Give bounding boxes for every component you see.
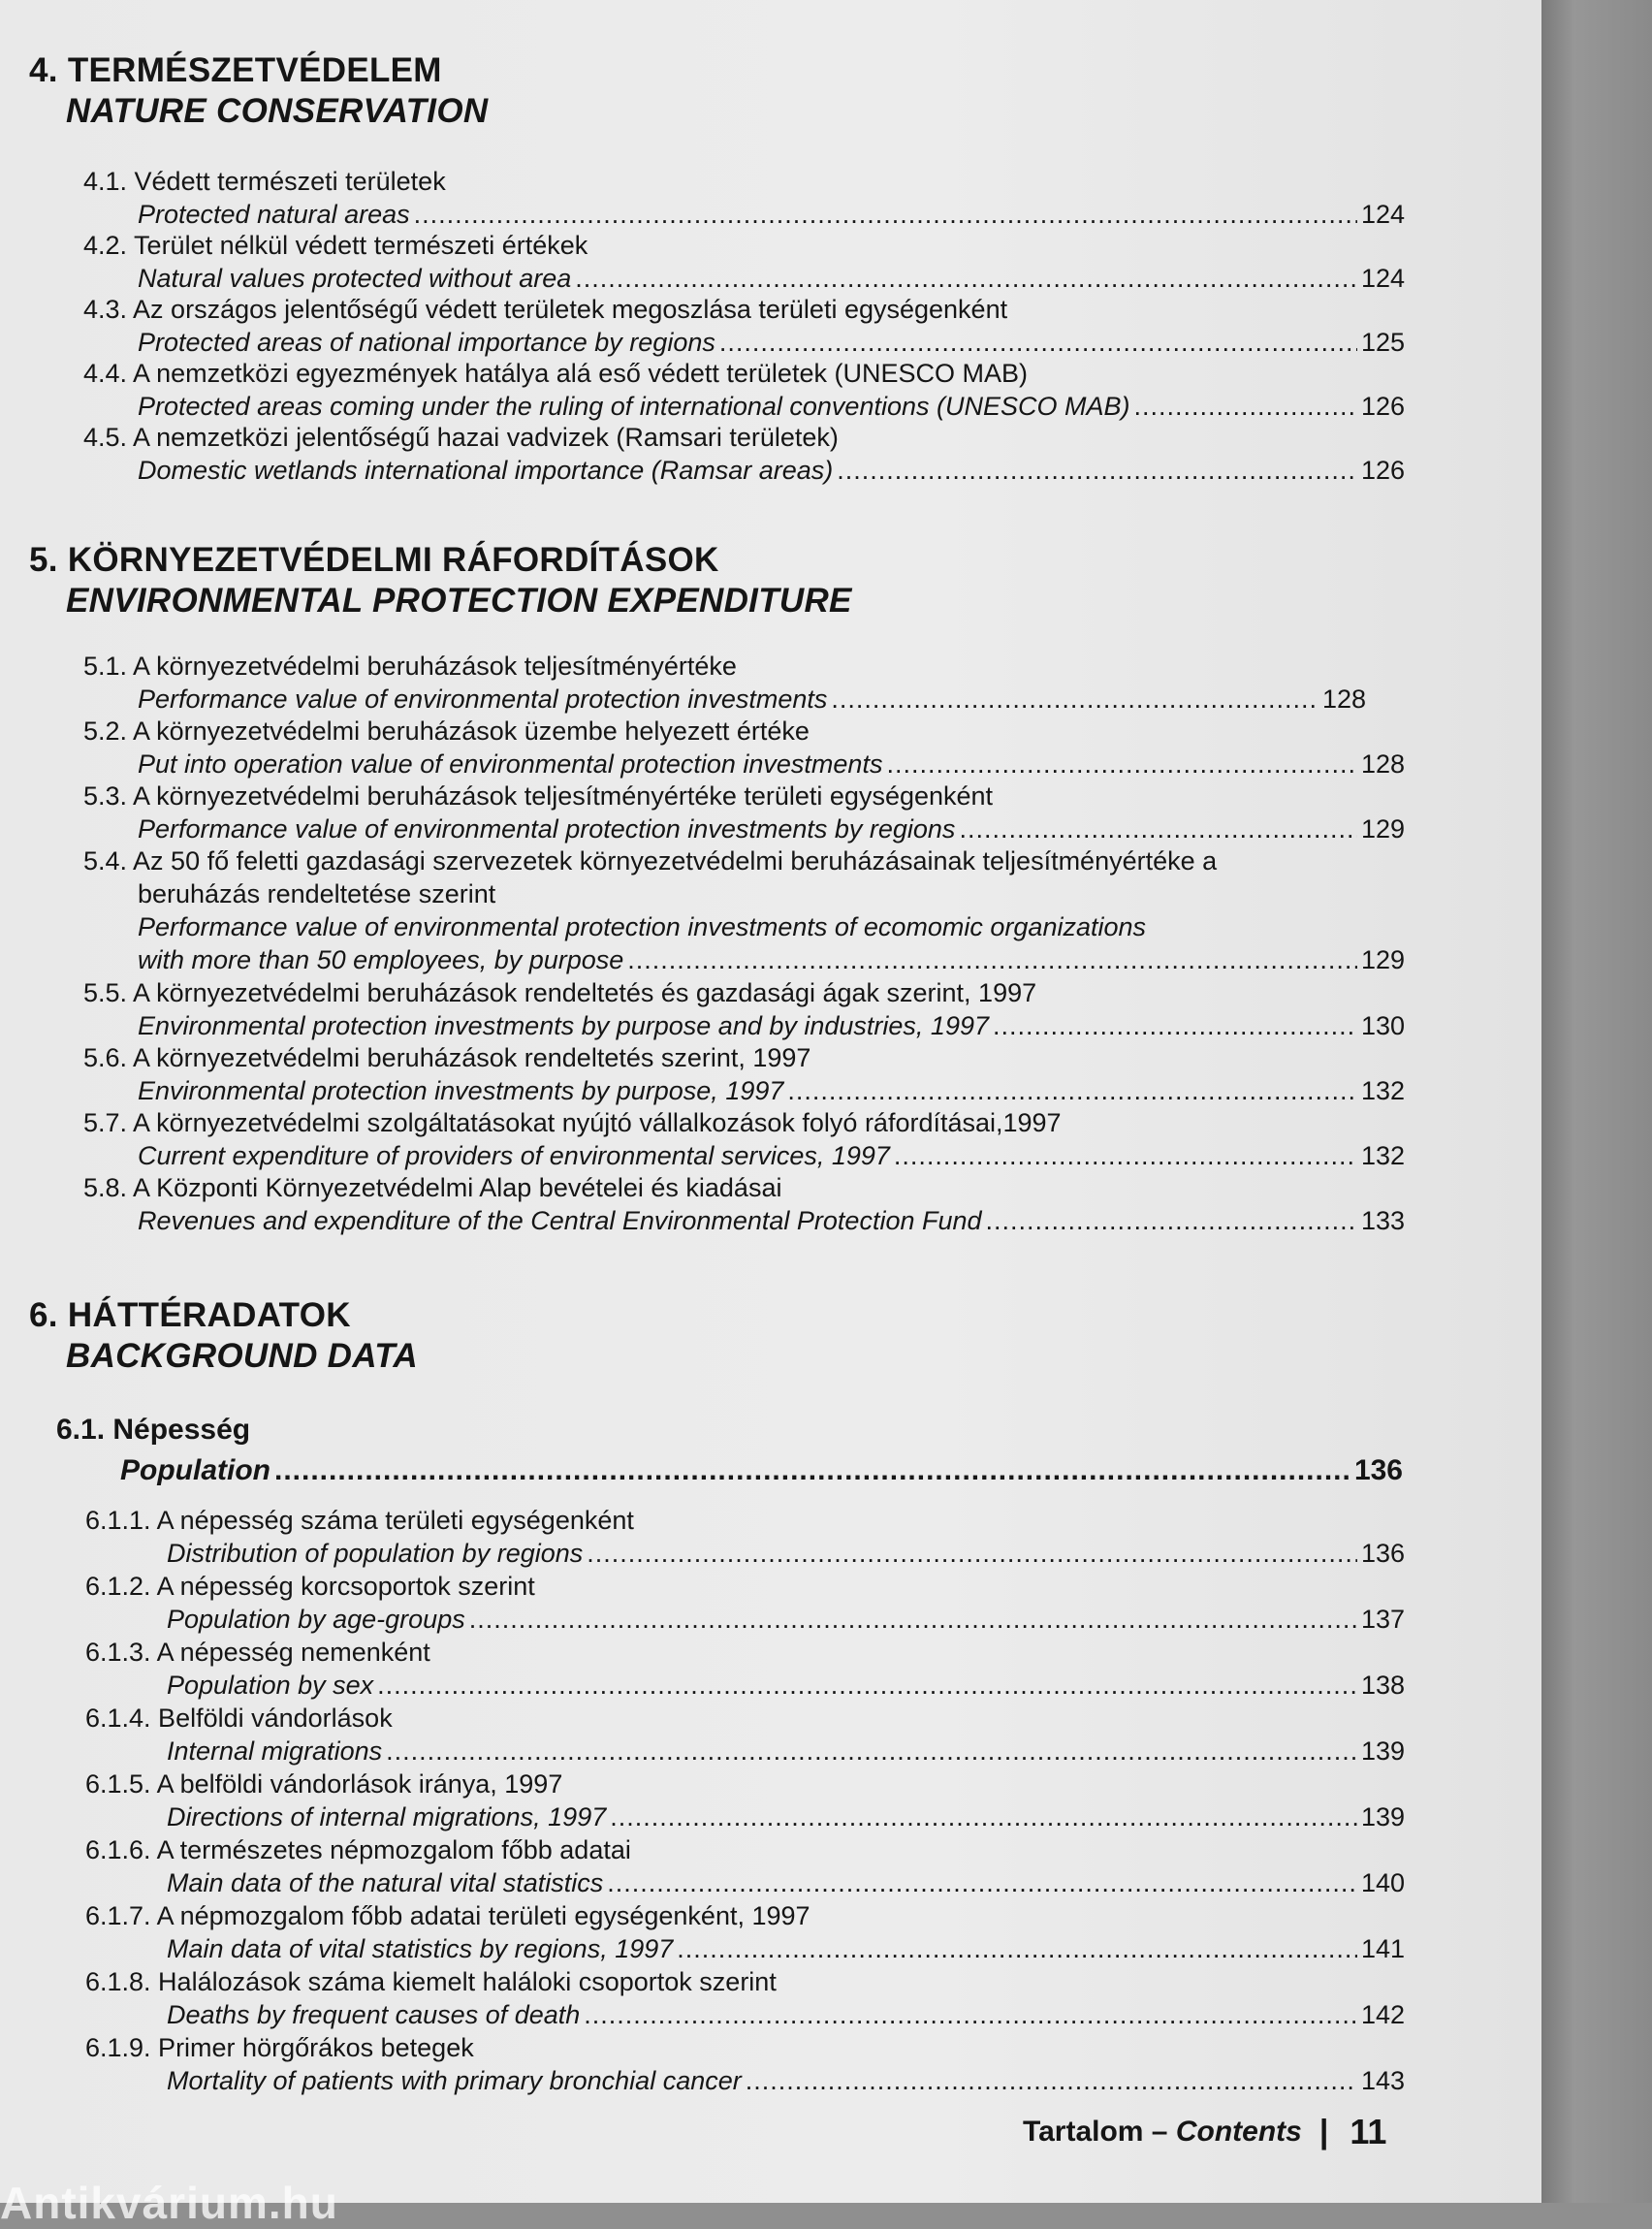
entry-title-en: Mortality of patients with primary bronchial cancer	[167, 2066, 742, 2095]
leader-dots	[587, 1537, 1357, 1570]
entry-title-hu: 6.1.6. A természetes népmozgalom főbb adatai	[85, 1835, 631, 1864]
toc-entry-4-4[interactable]	[83, 357, 1405, 423]
section-title-en: BACKGROUND DATA	[66, 1337, 418, 1375]
page-number: 140	[1360, 1868, 1405, 1897]
section-title-hu: 6. HÁTTÉRADATOK	[29, 1296, 351, 1334]
entry-title-en: Distribution of population by regions	[167, 1539, 584, 1568]
footer-separator: |	[1318, 2113, 1329, 2150]
leader-dots	[377, 1669, 1357, 1702]
toc-entry-6-1-4[interactable]	[85, 1702, 1405, 1767]
entry-title-hu: 6.1.2. A népesség korcsoportok szerint	[85, 1572, 535, 1601]
page-number: 124	[1360, 264, 1405, 293]
watermark-logo: Antikvárium.hu	[0, 2178, 338, 2228]
leader-dots	[787, 1074, 1357, 1107]
page-number: 142	[1360, 2000, 1405, 2029]
entry-title-en: Population by sex	[167, 1671, 374, 1700]
page-number: 132	[1360, 1141, 1405, 1170]
entry-title-en: Protected areas of national importance by regions	[138, 328, 715, 357]
toc-entry-5-6[interactable]	[83, 1041, 1405, 1107]
entry-title-hu: 6.1.9. Primer hörgőrákos betegek	[85, 2033, 474, 2062]
entry-title-hu: 5.3. A környezetvédelmi beruházások teljesítményértéke területi egységenként	[83, 781, 994, 811]
leader-dots	[575, 262, 1357, 295]
leader-dots	[837, 454, 1357, 487]
entry-title-en: Domestic wetlands international importance (Ramsar areas)	[138, 456, 834, 485]
toc-entry-6-1-3[interactable]	[85, 1636, 1405, 1702]
entry-title-en: Performance value of environmental protection investments by regions	[138, 814, 956, 844]
toc-entry-4-5[interactable]	[83, 421, 1405, 487]
toc-entry-6-1-1[interactable]	[85, 1504, 1405, 1570]
entry-title-hu: 6.1.4. Belföldi vándorlások	[85, 1704, 393, 1733]
leader-dots	[959, 812, 1357, 845]
footer-dash: –	[1143, 2116, 1176, 2148]
page-number: 133	[1360, 1206, 1405, 1235]
leader-dots	[719, 326, 1357, 359]
leader-dots	[607, 1866, 1357, 1899]
toc-entry-6-1-6[interactable]	[85, 1833, 1405, 1899]
footer-page-number: 11	[1350, 2112, 1387, 2151]
entry-title-en-line1: Performance value of environmental protection investments of ecomomic organizations	[138, 912, 1147, 941]
entry-title-en: Main data of vital statistics by regions, 1997	[167, 1934, 674, 1963]
entry-title-hu: 5.5. A környezetvédelmi beruházások rendeltetés és gazdasági ágak szerint, 1997	[83, 978, 1037, 1007]
entry-title-hu: 6.1.8. Halálozások száma kiemelt haláloki csoportok szerint	[85, 1967, 777, 1996]
leader-dots	[414, 198, 1357, 231]
leader-dots	[274, 1450, 1350, 1491]
entry-title-hu: 5.1. A környezetvédelmi beruházások teljesítményértéke	[83, 652, 737, 681]
entry-title-en: Population by age-groups	[167, 1605, 465, 1634]
entry-title-en: Current expenditure of providers of environmental services, 1997	[138, 1141, 890, 1170]
leader-dots	[610, 1800, 1357, 1833]
page-number: 129	[1360, 945, 1405, 974]
subsection-title-hu: 6.1. Népesség	[56, 1414, 251, 1446]
entry-title-hu: 4.2. Terület nélkül védett természeti értékek	[83, 231, 588, 260]
leader-dots	[386, 1735, 1357, 1767]
toc-entry-6-1-9[interactable]	[85, 2031, 1405, 2097]
entry-title-en: Protected natural areas	[138, 200, 410, 229]
entry-title-hu: 4.5. A nemzetközi jelentőségű hazai vadvizek (Ramsari területek)	[83, 423, 839, 452]
page-number: 128	[1360, 749, 1405, 779]
entry-title-en: Environmental protection investments by purpose, 1997	[138, 1076, 784, 1105]
page-number: 141	[1360, 1934, 1405, 1963]
page-number: 139	[1360, 1736, 1405, 1766]
toc-entry-5-4[interactable]	[83, 844, 1405, 976]
toc-entry-6-1-7[interactable]	[85, 1899, 1405, 1965]
section-title-hu: 5. KÖRNYEZETVÉDELMI RÁFORDÍTÁSOK	[29, 541, 719, 579]
entry-title-en: Environmental protection investments by purpose and by industries, 1997	[138, 1011, 990, 1040]
page-number: 125	[1360, 328, 1405, 357]
page-number: 139	[1360, 1802, 1405, 1831]
entry-title-hu: 6.1.7. A népmozgalom főbb adatai területi egységenként, 1997	[85, 1901, 810, 1930]
entry-title-hu: 5.7. A környezetvédelmi szolgáltatásokat nyújtó vállalkozások folyó ráfordításai,1997	[83, 1108, 1062, 1137]
section-4-heading	[29, 50, 488, 132]
toc-entry-6-1-2[interactable]	[85, 1570, 1405, 1636]
entry-title-en: Directions of internal migrations, 1997	[167, 1802, 607, 1831]
entry-title-hu: 5.6. A környezetvédelmi beruházások rendeltetés szerint, 1997	[83, 1043, 811, 1072]
entry-title-en: Protected areas coming under the ruling of international conventions (UNESCO MAB)	[138, 392, 1130, 421]
toc-entry-5-2[interactable]	[83, 715, 1405, 780]
entry-title-hu: 5.4. Az 50 fő feletti gazdasági szervezetek környezetvédelmi beruházásainak teljesítményértéke a	[83, 846, 1218, 876]
entry-title-hu: 4.3. Az országos jelentőségű védett területek megoszlása területi egységenként	[83, 295, 1008, 324]
page-number: 128	[1321, 685, 1366, 714]
entry-title-en: Internal migrations	[167, 1736, 383, 1766]
entry-title-hu: 4.4. A nemzetközi egyezmények hatálya alá eső védett területek (UNESCO MAB)	[83, 359, 1028, 388]
leader-dots	[894, 1139, 1357, 1172]
leader-dots	[627, 943, 1357, 976]
entry-title-en: Put into operation value of environmental protection investments	[138, 749, 883, 779]
footer-label-en: Contents	[1175, 2116, 1302, 2148]
section-title-en: ENVIRONMENTAL PROTECTION EXPENDITURE	[66, 582, 852, 620]
page-number: 136	[1360, 1539, 1405, 1568]
toc-entry-5-3[interactable]	[83, 780, 1405, 845]
entry-title-en: Performance value of environmental protection investments	[138, 685, 828, 714]
section-5-heading	[29, 540, 852, 621]
page-number: 132	[1360, 1076, 1405, 1105]
page-number: 137	[1360, 1605, 1405, 1634]
footer-label-hu: Tartalom	[1023, 2116, 1144, 2148]
book-spine-edge	[1541, 0, 1652, 2203]
page-footer	[1023, 2112, 1386, 2152]
entry-title-hu: 5.2. A környezetvédelmi beruházások üzembe helyezett értéke	[83, 716, 810, 746]
entry-title-hu: 5.8. A Központi Környezetvédelmi Alap bevételei és kiadásai	[83, 1173, 782, 1202]
toc-entry-5-8[interactable]	[83, 1171, 1405, 1237]
entry-title-hu: 6.1.1. A népesség száma területi egységenként	[85, 1506, 634, 1535]
subsection-6-1[interactable]	[56, 1410, 1403, 1491]
subsection-title-en: Population	[120, 1454, 270, 1486]
leader-dots	[677, 1932, 1357, 1965]
leader-dots	[469, 1603, 1357, 1636]
toc-entry-6-1-5[interactable]	[85, 1767, 1405, 1833]
leader-dots	[993, 1009, 1357, 1042]
toc-entry-6-1-8[interactable]	[85, 1965, 1405, 2031]
page-number: 124	[1360, 200, 1405, 229]
toc-entry-4-2[interactable]	[83, 229, 1405, 295]
entry-title-en: Deaths by frequent causes of death	[167, 2000, 581, 2029]
toc-entry-5-5[interactable]	[83, 976, 1405, 1042]
leader-dots	[584, 1998, 1357, 2031]
page-number: 143	[1360, 2066, 1405, 2095]
page-number: 130	[1360, 1011, 1405, 1040]
toc-entry-5-7[interactable]	[83, 1106, 1405, 1172]
entry-title-en: Main data of the natural vital statistics	[167, 1868, 604, 1897]
toc-entry-5-1[interactable]	[83, 650, 1366, 716]
section-title-hu: 4. TERMÉSZETVÉDELEM	[29, 51, 442, 89]
entry-title-en: with more than 50 employees, by purpose	[138, 945, 624, 974]
page-number: 136	[1353, 1454, 1403, 1486]
entry-title-hu: 6.1.5. A belföldi vándorlások iránya, 1997	[85, 1769, 563, 1799]
entry-title-hu: 6.1.3. A népesség nemenként	[85, 1638, 430, 1667]
toc-entry-4-1[interactable]	[83, 165, 1405, 231]
leader-dots	[986, 1204, 1357, 1237]
leader-dots	[746, 2064, 1357, 2097]
leader-dots	[1134, 390, 1357, 423]
page-number: 126	[1360, 392, 1405, 421]
section-title-en: NATURE CONSERVATION	[66, 92, 489, 130]
section-6-heading	[29, 1295, 418, 1377]
page-number: 129	[1360, 814, 1405, 844]
page-number: 126	[1360, 456, 1405, 485]
entry-title-en: Revenues and expenditure of the Central Environmental Protection Fund	[138, 1206, 982, 1235]
toc-entry-4-3[interactable]	[83, 293, 1405, 359]
entry-title-hu-cont: beruházás rendeltetése szerint	[138, 879, 496, 908]
leader-dots	[886, 748, 1356, 780]
entry-title-en: Natural values protected without area	[138, 264, 572, 293]
page-number: 138	[1360, 1671, 1405, 1700]
leader-dots	[831, 683, 1318, 716]
entry-title-hu: 4.1. Védett természeti területek	[83, 167, 446, 196]
